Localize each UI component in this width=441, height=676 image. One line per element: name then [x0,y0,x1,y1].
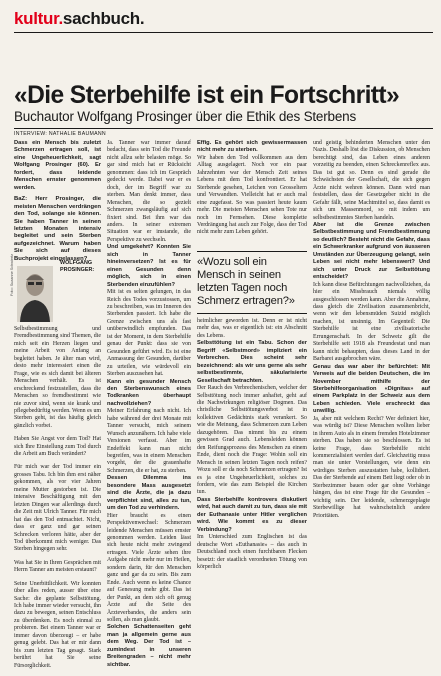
answer-3: Seine Unerbittlichkeit. Wir konnten über alles reden, ausser über eine Sache: die geplante Selbsttötung. Ich habe immer wieder versucht, ihn dazu zu bewegen, seinen Entschluss zu überdenken. Es noch einmal zu probieren. Bei einem Tanner war er immer davon überzeugt – er habe genug gelebt. Das hat er mir dann bis zum letzten Tag gesagt. Stark berührt hat Sie seine Fürsorglichkeit. [14,580,101,669]
c2-paragraph-4: Hier braucht es einen Perspektivenwechsel: Schmerzen leidende Menschen müssen ernster genommen werden. Leiden lässt sich heute nicht mehr zwingend ertragen. Viele Ärzte sehen ihre Aufgabe nicht mehr nur im Heilen, sondern darin, für den Menschen ganz und gar da zu sein. Bis zum Ende. Auch wenn es keine Chance auf Genesung mehr gibt. Das ist der Punkt, an dem sich oft genug Ärzte auf die Seite des Ärzteverbandes, die anders sein sollen, als man glaubt. [107,512,191,623]
c4-question-2: Genau das war aber ihr befürchtet: Mit Verweis auf die beiden Deutschen, die im November mithilfe der Sterbehilfeorganisation «Dignitas» auf einem Parkplatz in der Schweiz aus dem Leben schieden. Viele erschreckt das unwillig. [313,363,430,415]
section-rubric [14,9,144,29]
column-1 [14,140,101,263]
c3-paragraph-1: Wir haben den Tod vollkommen aus dem Alltag ausgelagert. Noch vor ein paar Jahrzehnten war der Mensch Zeit seines Lebens mit dem Tod konfrontiert. Er hat Sterbende gesehen, Leichen von Grosseltern und Verwandten. Vielleicht hat er auch mal eine zugefasst. So was passiert heute kaum mehr. Die meisten Menschen sehen Tote nur noch im Fernsehen. Diese komplette Verdrängung hat auch zur Folge, dass der Tod nicht mehr zum Leben gehört. [197,154,307,236]
question-1-text: BaZ: Herr Prosinger, die meisten Menschen verdrängen den Tod, solange sie können. Sie haben Tanner in seinen letzten Monaten intensiv begleitet und sein Sterben aufgezeichnet. Warum haben Sie sich auf dieses Buchprojekt eingelassen? [14,196,101,262]
answer-1: Selbstbestimmung und Fremdbestimmung sind Themen, die mich seit ein Herzen liegen und meine Arbeit von Anfang an begleitet haben. Je älter man wird, desto mehr interessiert einen die Frage, wie es sich damit bei älteren Menschen verhält. Es ist erschreckend festzustellen, dass die Menschen so fremdbestimmt wie nie zuvor sind, wenn sie krank und pflegebedürftig werden. Wenn es um Sterben geht, ist das häufig gleich gänzlich vorbei. [14,326,101,429]
subhead: Buchautor Wolfgang Prosinger über die Ethik des Sterbens [14,109,357,124]
question-2: Haben Sie Angst vor dem Tod? Hat sich Ihre Einstellung zum Tod durch die Arbeit am Buch verändert? [14,436,101,458]
column-1-continued [14,326,101,676]
c2-question-1: Und umgekehrt? Konnten Sie sich in Tanner hineinversetzen? Ist es für einen Gesunden denn möglich, sich in einen Sterbenden einzufühlen? [107,244,191,288]
lead-paragraph: Dass ein Mensch bis zuletzt Schmerzen ertragen soll, ist eine Ungeheuerlichkeit, sagt Wolfgang Prosinger (60). Er fordert, dass leidende Menschen ernster genommen werden. [14,140,101,191]
rubric-prefix: kultur. [14,9,63,28]
byline-rule [14,128,433,129]
headline: «Die Sterbehilfe ist ein Fortschritt» [14,82,400,109]
author-portrait [17,266,53,322]
byline: INTERVIEW: NATHALIE BAUMANN [14,131,106,137]
question-1 [14,196,101,263]
answer-2: Für mich war der Tod immer ein grosses Tabu. Ich bin ihm erst näher gekommen, als vor vier Jahren meine Mutter gestorben ist. Die intensive Beschäftigung mit den letzten Dingen war allerdings durch die Zeit mit Ulrich Tanner. Für mich hat das den Tod entmachtet. Nicht, dass er ganz und gar seinen Schrecken verloren hätte, aber der Tod überkommt mich weniger. Das Sterben hingegen sehr. [14,464,101,553]
pull-quote: «Wozu soll ein Mensch in seinen letzten Tagen noch Schmerz ertragen?» [197,251,307,314]
question-3: Was hat Sie in Ihren Gesprächen mit Herrn Tanner am meisten erstaunt? [14,559,101,574]
c2-question-4: Solchen Schattenseiten geht man ja allgemein gerne aus dem Weg. Der Tod ist – zumindest in unseren Breitengraden – nicht mehr sichtbar. [107,624,191,668]
column-4 [313,140,430,520]
c4-paragraph-3: Ja, aber mit welchem Recht? Wer definiert hier, was würdig ist? Diese Menschen wollten lieber in ihrem Auto als in einem fremden Hotelzimmer sterben. Das haben sie so beschlossen. Es ist keine Frage, dass Sterbehilfe nicht kommerzialisiert werden darf. Gleichzeitig muss man sie unter Vorstellungen, wie denn ein würdiges Sterben auszustatten habe, kollidiert. Das der Sterbende auf einem Bett liegt oder ob in Sterbezimmer bauen oder gar ohne Vorhänge hängen, das ist eine Frage für die Gesunden – wichtig sein. Der leidende, schmerzgeplagte Sterbewillige hat wahrscheinlich andere Prioritäten. [313,415,430,519]
column-3-bottom [197,318,307,571]
portrait-image [17,266,53,322]
column-3-top [197,140,307,237]
c3-question-2: Dass Sterbehilfe kontrovers diskutiert wird, hat auch damit zu tun, dass sie mit der Euthanasie unter Hitler verglichen wird. Wie kommt es zu dieser Verbindung? [197,496,307,533]
c3-paragraph-2: heimlicher geworden ist. Denn er ist nicht mehr das, was er eigentlich ist: ein Abschnitt des Lebens. [197,318,307,339]
c2-paragraph-3: Meiner Erfahrung nach nicht. Ich habe während der drei Monate mit Tanner versucht, mich seinem Wunsch anzunähern. Ich habe viele Versionen verfasst. Aber im Endeffekt kann man nicht begreifen, was in einem Menschen vorgeht, der die grauenhafte Schmerzen, die er hat, zu sterben. [107,408,191,474]
answer-1-speaker: WOLFGANG PROSINGER: [60,260,95,274]
rubric-suffix: sachbuch. [62,9,145,28]
c3-paragraph-3: Der Rauch des Verbrechenischen, welcher der Selbsttötung noch immer anhaftet, geht auf die Nachwirkungen religiöser Dogmen. Das christliche Selbsttötungsverbot ist in kollektiven Gedächtnis stark verankert. So wie die Meinung, dass Schmerzen zum Leben dazugehören. Das nimmt bis zu einem gewissen Grad auch. Lebensleiden können den Reifungsprozess des Menschen zu einem Ende, dient noch die Frage: Wohin soll ein Mensch in seinen letzten Tagen noch reifen? Wozu soll er da noch Schmerzen ertragen? Ist es ja eine Ungeheuerlichkeit, solches zu fordern, wie das zum Beispiel die Kirchen tun. [197,385,307,496]
photo-credit: Foto: Suzanne Schwiertz [10,253,14,296]
c2-paragraph-2: Mit ist es selten gelungen, in das Reich des Todes vorzustossen, um zu beschreiben, was im Inneren des Sterbenden passiert. Ich habe die Grenze zwischen uns als fast unüberwindlich empfunden. Das ist der Moment, in dem Sterbehilfe genau der Punkt: dass sie von Gesunden geführt wird. Es ist eine Anmassung der Gesunden, darüber zu urteilen, wie würdevoll ein Sterben auszusehen hat. [107,289,191,378]
top-rule [14,32,433,33]
c2-question-2: Kann ein gesunder Mensch den Sterbenswunsch eines Todkranken überhaupt nachvollziehen? [107,378,191,407]
c4-paragraph-1: und geistig behinderten Menschen unter den Nazis. Deshalb löst die Diskussion, ob Menschen berechtigt sind, das Leben eines anderen vorzeitig zu beenden, einen Schreckenreflex aus. Das ist gut so. Denn es sind gerade die Schwächsten der Gesellschaft, die sich gegen Ärzte nicht wehren können. Dann wird man feststellen, dass der Gesetzgeber nicht in die Gefahr fällt, seine Machtmittel so, dass damit es sich um Massenmord, so mit indem um selbstbestimmtes Sterben handeln. [313,140,430,221]
c4-paragraph-2: Ich kann diese Befürchtungen nachvollziehen, da hier ein Missbrauch niemals völlig ausgeschlossen werden kann. Aber die Annahme, dass gleich die Zivilisation zusammenbricht, wenn wir den lebensmüden Suizid möglich machen, ist unsinnig. Im Gegenteil: Die Sterbehilfe ist eine zivilisatorische Errungenschaft. In der Schweiz gilt die Sterbehilfe seit 1918 als Freundestat und man kann nicht behaupten, dass dieses Land in der Barbarei ausgebrochen wäre. [313,281,430,363]
c2-question-3: Dessen Dilemma ins besondere Mass ausgesetzt sind die Ärzte, die ja dazu verpflichtet sind, alles zu tun, um den Tod zu verhindern. [107,475,191,512]
c2-paragraph-1: Ja. Tanner war immer darauf bedacht, dass sein Tod die Freunde nicht allzu sehr belasten möge. So gar sind mich hat er Rücksicht genommen: dass ich im Gespräch gedeckt werde. Dabei war er es doch, der im Begriff war zu sterben. Man denkt immer, dass Menschen, die so gezielt Schmerzen zwangsläufig auf sich fixiert sind. Bei ihm war das anders. In seiner extremen Situation war er imstande, die Perspektive zu wechseln. [107,140,191,243]
c4-question-1: Aber ist die Grenze zwischen Selbstbestimmung und Fremdbestimmung so deutlich? Besteht nicht die Gefahr, dass ein Schwerkranker aufgrund von äusseren Umständen zur Überzeugung gelangt, sein Leben sei nicht mehr lebenswert? Und sich unter Druck zur Selbsttötung entscheidet? [313,221,430,281]
c3-question-top: Effig. Es gehört sich gewissermassen nicht mehr zu sterben. [197,140,307,154]
c3-question-1: Selbsttötung ist ein Tabu. Schon der Begriff «Selbstmord» impliziert ein Verbrechen. Dies scheint sehr bezeichnend: als wir uns gerne als sehr selbstbestimmte, säkularisierte Gesellschaft betrachten. [197,340,307,384]
column-1-beside-photo [60,260,101,275]
column-2 [107,140,191,669]
c3-paragraph-4: Im Unterschied zum Englischen ist das deutsche Wort «Euthanasie» – das auch in Deutschland noch einen furchtbaren Flecken besetzt: der staatlich verordneten Tötung von körperlich [197,534,307,570]
